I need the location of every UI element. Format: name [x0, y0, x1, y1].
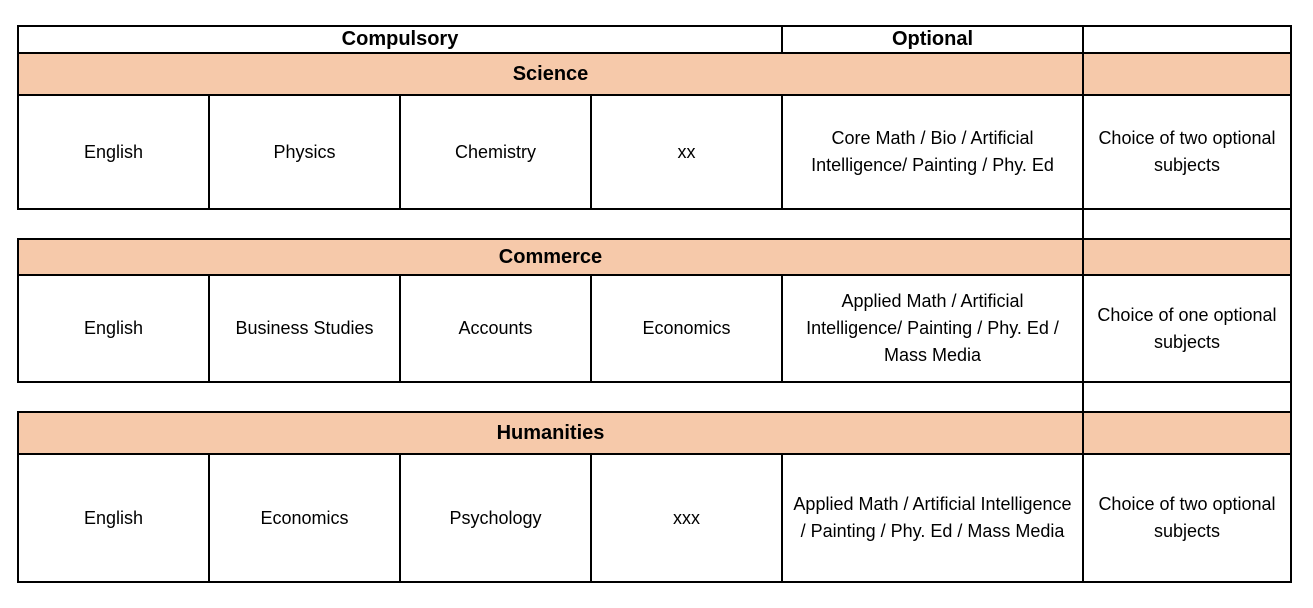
commerce-subject-1: English — [17, 274, 208, 383]
humanities-subject-4: xxx — [590, 453, 781, 583]
commerce-choice: Choice of one optional subjects — [1082, 274, 1292, 383]
spacer-side-cell — [1082, 210, 1292, 238]
humanities-subject-2: Economics — [208, 453, 399, 583]
commerce-header-side-cell — [1082, 238, 1292, 274]
humanities-stream-header: Humanities — [17, 411, 1082, 453]
science-subject-4: xx — [590, 94, 781, 210]
science-stream-header: Science — [17, 52, 1082, 94]
commerce-subject-2: Business Studies — [208, 274, 399, 383]
humanities-choice: Choice of two optional subjects — [1082, 453, 1292, 583]
science-subject-2: Physics — [208, 94, 399, 210]
humanities-subject-1: English — [17, 453, 208, 583]
spacer-side-cell — [1082, 383, 1292, 411]
humanities-header-side-cell — [1082, 411, 1292, 453]
commerce-stream-header: Commerce — [17, 238, 1082, 274]
humanities-subject-3: Psychology — [399, 453, 590, 583]
science-choice: Choice of two optional subjects — [1082, 94, 1292, 210]
science-header-side-cell — [1082, 52, 1292, 94]
commerce-subject-4: Economics — [590, 274, 781, 383]
commerce-optional-list: Applied Math / Artificial Intelligence/ Painting / Phy. Ed / Mass Media — [781, 274, 1082, 383]
science-optional-list: Core Math / Bio / Artificial Intelligence/ Painting / Phy. Ed — [781, 94, 1082, 210]
empty-header-cell — [1082, 25, 1292, 52]
commerce-subject-3: Accounts — [399, 274, 590, 383]
science-subject-3: Chemistry — [399, 94, 590, 210]
optional-header: Optional — [781, 25, 1082, 52]
compulsory-header: Compulsory — [17, 25, 781, 52]
science-subject-1: English — [17, 94, 208, 210]
humanities-optional-list: Applied Math / Artificial Intelligence / Painting / Phy. Ed / Mass Media — [781, 453, 1082, 583]
stream-subject-table — [17, 25, 1293, 583]
